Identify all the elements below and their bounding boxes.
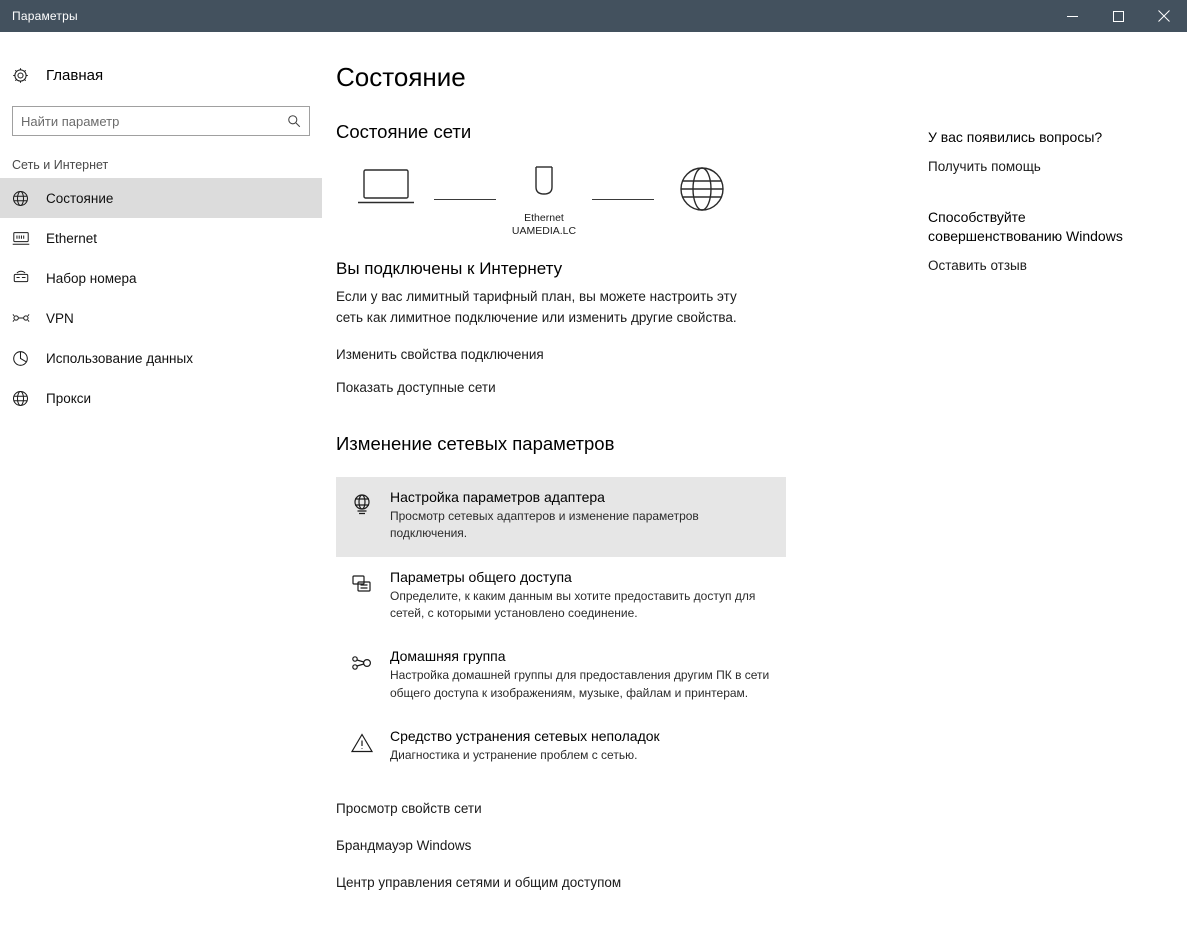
rail-improve-heading-line1: Способствуйте [928,208,1026,225]
diagram-adapter-network: UAMEDIA.LC [511,225,577,238]
maximize-button[interactable] [1095,0,1141,32]
close-button[interactable] [1141,0,1187,32]
laptop-icon [357,165,415,212]
option-subtitle: Определите, к каким данным вы хотите предоставить доступ для сетей, с которыми установлено соединение. [390,588,756,621]
option-homegroup[interactable] [336,636,786,716]
troubleshoot-warning-icon [350,728,390,764]
option-title: Параметры общего доступа [390,568,572,585]
change-settings-heading: Изменение сетевых параметров [336,432,615,454]
rail-improve-heading-line2: совершенствованию Windows [928,227,1123,244]
title-bar [0,0,1187,32]
minimize-icon [1067,11,1078,22]
rail-feedback-link[interactable]: Оставить отзыв [928,257,1027,273]
right-rail [928,128,1168,307]
option-troubleshooter[interactable] [336,716,786,778]
link-windows-firewall[interactable]: Брандмауэр Windows [336,837,472,853]
bottom-links [336,801,1167,890]
globe-icon [678,165,726,218]
main-content [0,32,1187,925]
rail-questions-group [928,128,1168,174]
link-view-network-properties[interactable]: Просмотр свойств сети [336,800,482,816]
window-title: Параметры [12,9,78,23]
adapter-settings-icon [350,489,390,543]
sharing-icon [350,569,390,623]
connected-description: Если у вас лимитный тарифный план, вы можете настроить эту сеть как лимитное подключение или изменить другие свойства. [336,289,737,325]
option-sharing-settings[interactable] [336,557,786,637]
sidebar-home-label: Главная [46,66,104,84]
rail-improve-group [928,208,1168,273]
link-change-connection-properties[interactable]: Изменить свойства подключения [336,346,544,362]
close-icon [1158,10,1170,22]
network-status-heading: Состояние сети [336,121,472,142]
diagram-link-2 [592,199,654,200]
diagram-adapter-name: Ethernet [524,212,564,224]
option-adapter-settings[interactable] [336,477,786,557]
link-network-sharing-center[interactable]: Центр управления сетями и общим доступом [336,874,622,890]
sidebar-item-label: Набор номера [46,270,137,286]
diagram-link-1 [434,199,496,200]
sidebar-item-label: VPN [46,310,74,326]
option-title: Настройка параметров адаптера [390,488,605,505]
option-subtitle: Диагностика и устранение проблем с сетью. [390,748,638,763]
rail-get-help-link[interactable]: Получить помощь [928,158,1041,174]
diagram-adapter [496,165,592,238]
ethernet-port-icon [529,165,559,208]
sidebar-item-label: Состояние [46,190,114,206]
option-title: Средство устранения сетевых неполадок [390,728,660,745]
page-title: Состояние [336,62,466,92]
rail-questions-heading: У вас появились вопросы? [928,129,1103,145]
option-subtitle: Настройка домашней группы для предоставления другим ПК в сети общего доступа к изображениям, музыке, файлам и принтерам. [390,668,770,700]
option-subtitle: Просмотр сетевых адаптеров и изменение параметров подключения. [390,508,699,541]
maximize-icon [1113,11,1124,22]
sidebar-item-label: Использование данных [46,350,193,366]
link-show-available-networks[interactable]: Показать доступные сети [336,379,496,395]
sidebar-item-label: Прокси [46,390,92,406]
homegroup-icon [350,648,390,702]
sidebar-item-label: Ethernet [46,230,98,246]
diagram-device [338,165,434,212]
diagram-internet [654,165,750,218]
connected-heading: Вы подключены к Интернету [336,259,563,278]
rail-improve-heading [928,208,1168,246]
option-title: Домашняя группа [390,648,506,665]
sidebar-section-title: Сеть и Интернет [12,158,109,172]
minimize-button[interactable] [1049,0,1095,32]
window-controls [1049,0,1187,32]
